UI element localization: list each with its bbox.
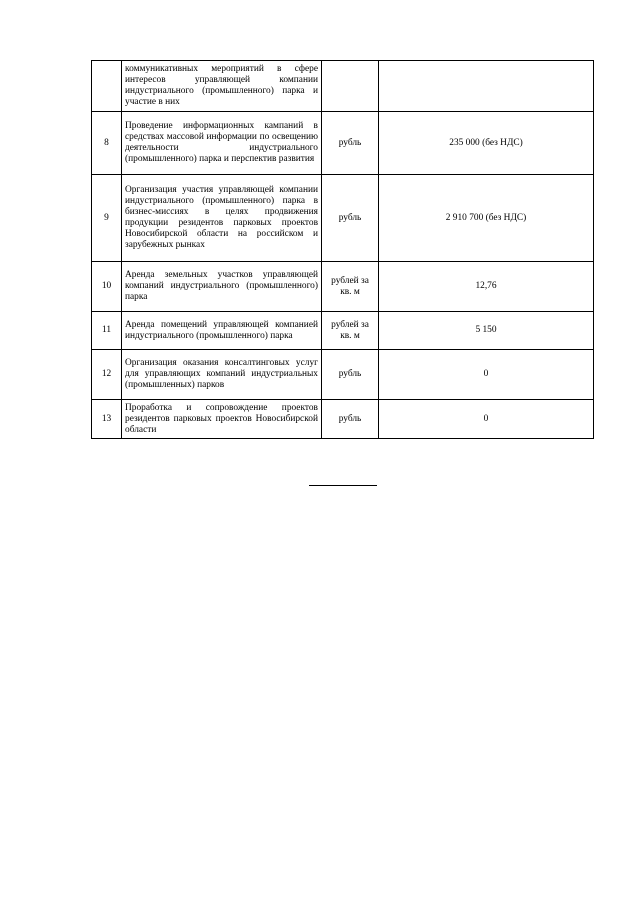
row-number: 11 xyxy=(92,312,122,350)
table-row xyxy=(92,312,594,350)
table-row xyxy=(92,350,594,400)
row-unit xyxy=(322,61,379,112)
row-name xyxy=(122,312,322,350)
data-table xyxy=(91,60,594,439)
table-row xyxy=(92,175,594,262)
row-unit: рубль xyxy=(322,112,379,175)
row-name xyxy=(122,262,322,312)
row-unit: рубль xyxy=(322,175,379,262)
row-number: 9 xyxy=(92,175,122,262)
row-number: 8 xyxy=(92,112,122,175)
table-row xyxy=(92,112,594,175)
row-unit: рубль xyxy=(322,350,379,400)
row-unit: рубль xyxy=(322,400,379,439)
row-value xyxy=(379,61,594,112)
row-name-text: Аренда помещений управляющей компанией индустриального (промышленного) парка xyxy=(125,319,318,341)
row-name-text: Проработка и сопровождение проектов резидентов парковых проектов Новосибирской области xyxy=(125,402,318,435)
row-unit: рублей за кв. м xyxy=(322,312,379,350)
row-value: 2 910 700 (без НДС) xyxy=(379,175,594,262)
row-name-text: Организация участия управляющей компании индустриального (промышленного) парка в бизнес-миссиях в целях продвижения продукции резидентов парковых проектов Новосибирской области на российском и зарубежных рынках xyxy=(125,185,318,250)
row-name xyxy=(122,61,322,112)
row-value: 235 000 (без НДС) xyxy=(379,112,594,175)
row-name xyxy=(122,350,322,400)
row-name-text: Проведение информационных кампаний в средствах массовой информации по освещению деятельности индустриального (промышленного) парка и перспектив развития xyxy=(125,121,318,164)
row-name-text: Аренда земельных участков управляющей компаний индустриального (промышленного) парка xyxy=(125,270,318,302)
end-divider-line xyxy=(309,485,377,486)
row-number xyxy=(92,61,122,112)
table-row xyxy=(92,61,594,112)
row-name xyxy=(122,400,322,439)
row-value: 0 xyxy=(379,400,594,439)
row-name-text: коммуникативных мероприятий в сфере интересов управляющей компании индустриального (промышленного) парка и участие в них xyxy=(125,64,318,107)
row-number: 10 xyxy=(92,262,122,312)
row-unit: рублей за кв. м xyxy=(322,262,379,312)
row-value: 5 150 xyxy=(379,312,594,350)
row-name xyxy=(122,175,322,262)
row-value: 12,76 xyxy=(379,262,594,312)
table-row xyxy=(92,400,594,439)
row-number: 12 xyxy=(92,350,122,400)
row-value: 0 xyxy=(379,350,594,400)
row-name-text: Организация оказания консалтинговых услуг для управляющих компаний индустриальных (промышленных) парков xyxy=(125,358,318,390)
table-row xyxy=(92,262,594,312)
row-name xyxy=(122,112,322,175)
row-number: 13 xyxy=(92,400,122,439)
